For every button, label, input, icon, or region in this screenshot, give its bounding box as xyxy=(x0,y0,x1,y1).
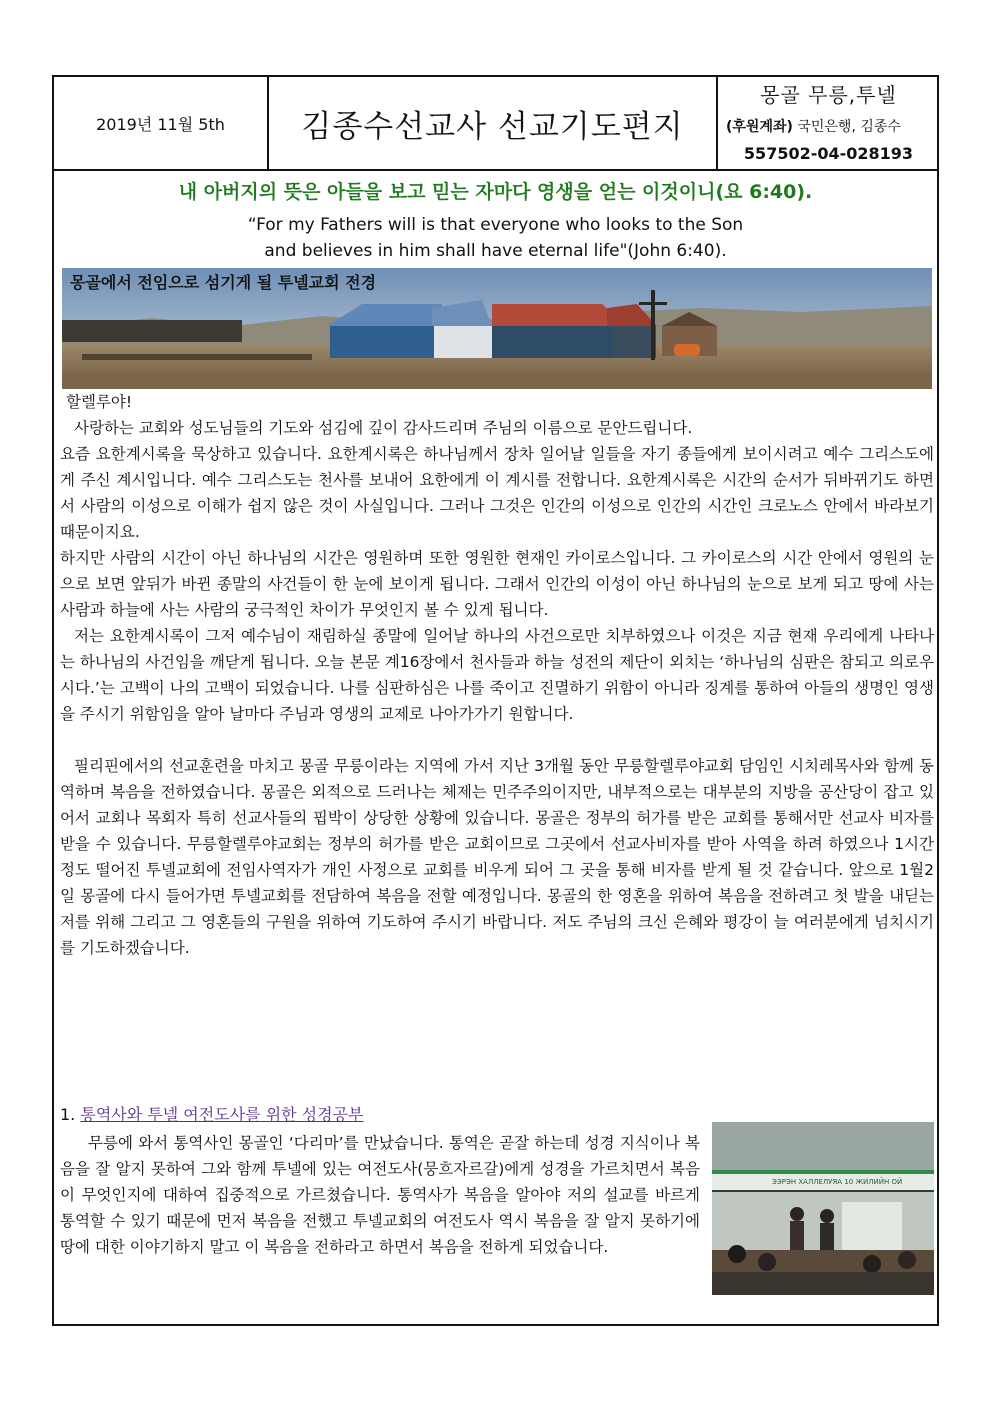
letter-frame xyxy=(52,75,939,1326)
paragraph-gap xyxy=(60,727,934,753)
verse-english-line-1: “For my Fathers will is that everyone who looks to the Son xyxy=(247,215,744,235)
section-text: 무릉에 와서 통역사인 몽골인 ‘다리마’를 만났습니다. 통역은 곧잘 하는데 성경 지식이나 복음을 잘 알지 못하여 그와 함께 투넬에 있는 여전도사(뭉흐자르갈)에게 성경을 가르치면서 복음이 무엇인지에 대하여 집중적으로 가르쳤습니다. 통역사가 복음을 알아야 저의 설교를 바르게 통역할 수 있기 때문에 먼저 복음을 전했고 투넬교회의 여전도사 역시 복음을 잘 알지 못하기에 땅에 대한 이야기하지 말고 이 복음을 전하라고 하면서 복음을 전하게 되었습니다. xyxy=(60,1134,700,1256)
section-number: 1. xyxy=(60,1105,81,1124)
mission-location: 몽골 무릉,투넬 xyxy=(760,83,897,107)
banner-caption: 몽골에서 전임으로 섬기게 될 투넬교회 전경 xyxy=(70,273,377,292)
section-bible-study xyxy=(60,1102,934,1260)
paragraph-5: 필리핀에서의 선교훈련을 마치고 몽골 무릉이라는 지역에 가서 지난 3개월 동안 무릉할렐루야교회 담임인 시치레목사와 함께 동역하며 복음을 전하였습니다. 몽골은 외적으로 드러나는 체제는 민주주의이지만, 내부적으로는 대부분의 지방을 공산당이 잡고 있어서 교회나 목회자 특히 선교사들의 핍박이 상당한 상황에 있습니다. 몽골은 정부의 허가를 받은 교회를 통해서만 선교사 비자를 받을 수 있습니다. 무릉할렐루야교회는 정부의 허가를 받은 교회이므로 그곳에서 선교사비자를 받아 사역을 하려 하였으나 1시간 정도 떨어진 투넬교회에 전임사역자가 개인 사정으로 교회를 비우게 되어 그 곳을 통해 비자를 받게 될 것 같습니다. 앞으로 1월2일 몽골에 다시 들어가면 투넬교회를 전담하여 복음을 전할 예정입니다. 몽골의 한 영혼을 위하여 복음을 전하려고 첫 발을 내딛는 저를 위해 그리고 그 영혼들의 구원을 위하여 기도하여 주시기 바랍니다. 저도 주님의 크신 은혜와 평강이 늘 여러분에게 넘치시기를 기도하겠습니다. xyxy=(60,757,934,957)
bible-study-illustration xyxy=(712,1122,934,1295)
verse-english-line-2: and believes in him shall have eternal life"(John 6:40). xyxy=(264,241,727,261)
letter-title: 김종수선교사 선교기도편지 xyxy=(269,77,718,169)
section-title: 통역사와 투넬 여전도사를 위한 성경공부 xyxy=(80,1105,364,1124)
letter-header xyxy=(54,77,937,171)
church-panorama-photo xyxy=(62,268,932,389)
account-label: (후원계좌) xyxy=(726,119,793,135)
photo-banner-text: ЭЭРЭН ХАЛЛЕЛУЯА 10 ЖИЛИЙН ОЙ xyxy=(772,1178,903,1186)
verse-english xyxy=(54,212,937,264)
paragraph-4: 저는 요한계시록이 그저 예수님이 재림하실 종말에 일어날 하나의 사건으로만 치부하였으나 이것은 지금 현재 우리에게 나타나는 하나님의 사건임을 깨닫게 됩니다. 오늘 본문 계16장에서 천사들과 하늘 성전의 제단이 외치는 ‘하나님의 심판은 참되고 의로우시다.’는 고백이 나의 고백이 되었습니다. 나를 심판하심은 나를 죽이고 진멸하기 위함이 아니라 징계를 통하여 아들의 생명인 영생을 주시기 위함임을 알아 날마다 주님과 영생의 교제로 나아가가기 원합니다. xyxy=(60,627,934,723)
bible-study-photo xyxy=(712,1122,934,1295)
account-bank: 국민은행, 김종수 xyxy=(792,119,901,135)
paragraph-3: 하지만 사람의 시간이 아닌 하나님의 시간은 영원하며 또한 영원한 현재인 카이로스입니다. 그 카이로스의 시간 안에서 영원의 눈으로 보면 앞뒤가 바뀐 종말의 사건들이 한 눈에 보이게 됩니다. 그래서 인간의 이성이 아닌 하나님의 눈으로 보게 되고 땅에 사는 사람과 하늘에 사는 사람의 궁극적인 차이가 무엇인지 볼 수 있게 됩니다. xyxy=(60,549,934,619)
paragraph-1: 사랑하는 교회와 성도님들의 기도와 섬김에 깊이 감사드리며 주님의 이름으로 문안드립니다. xyxy=(74,419,693,437)
account-number: 557502-04-028193 xyxy=(743,144,914,163)
header-info xyxy=(718,77,939,169)
verse-korean: 내 아버지의 뜻은 아들을 보고 믿는 자마다 영생을 얻는 이것이니(요 6:40). xyxy=(178,181,813,203)
support-account xyxy=(718,116,939,136)
paragraph-2: 요즘 요한계시록을 묵상하고 있습니다. 요한계시록은 하나님께서 장차 일어날 일들을 자기 종들에게 보이시려고 예수 그리스도에게 주신 계시입니다. 예수 그리스도는 천사를 보내어 요한에게 이 계시를 전합니다. 요한계시록은 시간의 순서가 뒤바뀌기도 하면서 사람의 이성으로 이해가 쉽지 않은 것이 사실입니다. 그러나 그것은 인간의 이성으로 인간의 시간인 크로노스 안에서 바라보기 때문이지요. xyxy=(60,445,934,541)
letter-body xyxy=(60,389,934,961)
greeting: 할렐루야! xyxy=(66,393,133,411)
letter-date: 2019년 11월 5th xyxy=(54,77,269,169)
